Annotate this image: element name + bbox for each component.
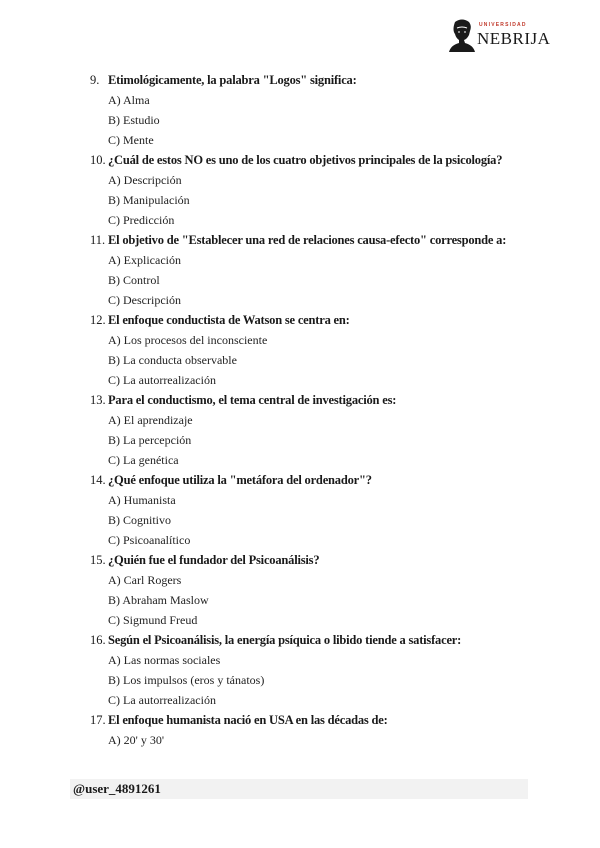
brand-name: NEBRIJA	[477, 29, 551, 48]
answer-option: B) Estudio	[108, 113, 160, 127]
answer-option: A) Carl Rogers	[108, 573, 182, 587]
question-list	[0, 70, 600, 750]
question-item	[0, 550, 600, 630]
question-number-text: 9.	[90, 73, 100, 87]
question-number	[0, 710, 108, 730]
question-number	[0, 390, 108, 410]
question-number-text: 13.	[90, 393, 106, 407]
answer-option: B) Control	[108, 273, 160, 287]
question-number	[0, 550, 108, 570]
question-number-text: 15.	[90, 553, 106, 567]
bust-logo-icon	[447, 18, 477, 52]
question-number-text: 16.	[90, 633, 106, 647]
question-number-text: 10.	[90, 153, 106, 167]
answer-option: C) Psicoanalítico	[108, 533, 191, 547]
answer-option: C) La autorrealización	[108, 373, 216, 387]
question-header	[0, 70, 600, 90]
answer-option: A) 20' y 30'	[108, 733, 164, 747]
question-number	[0, 70, 108, 90]
question-item	[0, 630, 600, 710]
question-item	[0, 470, 600, 550]
question-number	[0, 470, 108, 490]
university-label: UNIVERSIDAD	[479, 22, 527, 28]
question-text: ¿Quién fue el fundador del Psicoanálisis?	[108, 553, 320, 567]
answer-option: C) La autorrealización	[108, 693, 216, 707]
question-number-text: 11.	[90, 233, 106, 247]
question-number-text: 17.	[90, 713, 106, 727]
answer-option: A) El aprendizaje	[108, 413, 193, 427]
question-text: Etimológicamente, la palabra "Logos" significa:	[108, 73, 357, 87]
answer-option: B) La conducta observable	[108, 353, 237, 367]
question-header	[0, 150, 600, 170]
answer-option: B) Manipulación	[108, 193, 190, 207]
question-header	[0, 470, 600, 490]
question-text: Según el Psicoanálisis, la energía psíquica o libido tiende a satisfacer:	[108, 633, 462, 647]
question-header	[0, 390, 600, 410]
question-text: El enfoque conductista de Watson se centra en:	[108, 313, 350, 327]
question-number	[0, 150, 108, 170]
question-text: Para el conductismo, el tema central de investigación es:	[108, 393, 397, 407]
answer-option: A) Los procesos del inconsciente	[108, 333, 268, 347]
question-text: ¿Cuál de estos NO es uno de los cuatro objetivos principales de la psicología?	[108, 153, 503, 167]
question-text: ¿Qué enfoque utiliza la "metáfora del ordenador"?	[108, 473, 372, 487]
answer-option: B) La percepción	[108, 433, 192, 447]
answer-option: B) Cognitivo	[108, 513, 172, 527]
answer-option: C) Mente	[108, 133, 154, 147]
question-text: El objetivo de "Establecer una red de relaciones causa-efecto" corresponde a:	[108, 233, 507, 247]
question-text: El enfoque humanista nació en USA en las décadas de:	[108, 713, 388, 727]
answer-option: A) Explicación	[108, 253, 181, 267]
answer-option: C) La genética	[108, 453, 179, 467]
question-header	[0, 550, 600, 570]
answer-option: C) Predicción	[108, 213, 175, 227]
user-handle: @user_4891261	[73, 781, 161, 796]
question-header	[0, 310, 600, 330]
answer-option: B) Abraham Maslow	[108, 593, 209, 607]
question-number	[0, 630, 108, 650]
question-number	[0, 310, 108, 330]
question-header	[0, 230, 600, 250]
nebrija-logo	[447, 18, 551, 54]
answer-option: A) Descripción	[108, 173, 182, 187]
answer-option: C) Descripción	[108, 293, 181, 307]
question-item	[0, 710, 600, 750]
answer-option: A) Las normas sociales	[108, 653, 221, 667]
question-item	[0, 70, 600, 150]
answer-option: C) Sigmund Freud	[108, 613, 198, 627]
answer-option: A) Humanista	[108, 493, 176, 507]
question-item	[0, 150, 600, 230]
footer-bar	[70, 779, 528, 799]
question-header	[0, 710, 600, 730]
question-number	[0, 230, 108, 250]
answer-option: A) Alma	[108, 93, 150, 107]
answer-option: B) Los impulsos (eros y tánatos)	[108, 673, 265, 687]
question-item	[0, 390, 600, 470]
question-item	[0, 230, 600, 310]
question-number-text: 14.	[90, 473, 106, 487]
question-item	[0, 310, 600, 390]
question-number-text: 12.	[90, 313, 106, 327]
question-header	[0, 630, 600, 650]
